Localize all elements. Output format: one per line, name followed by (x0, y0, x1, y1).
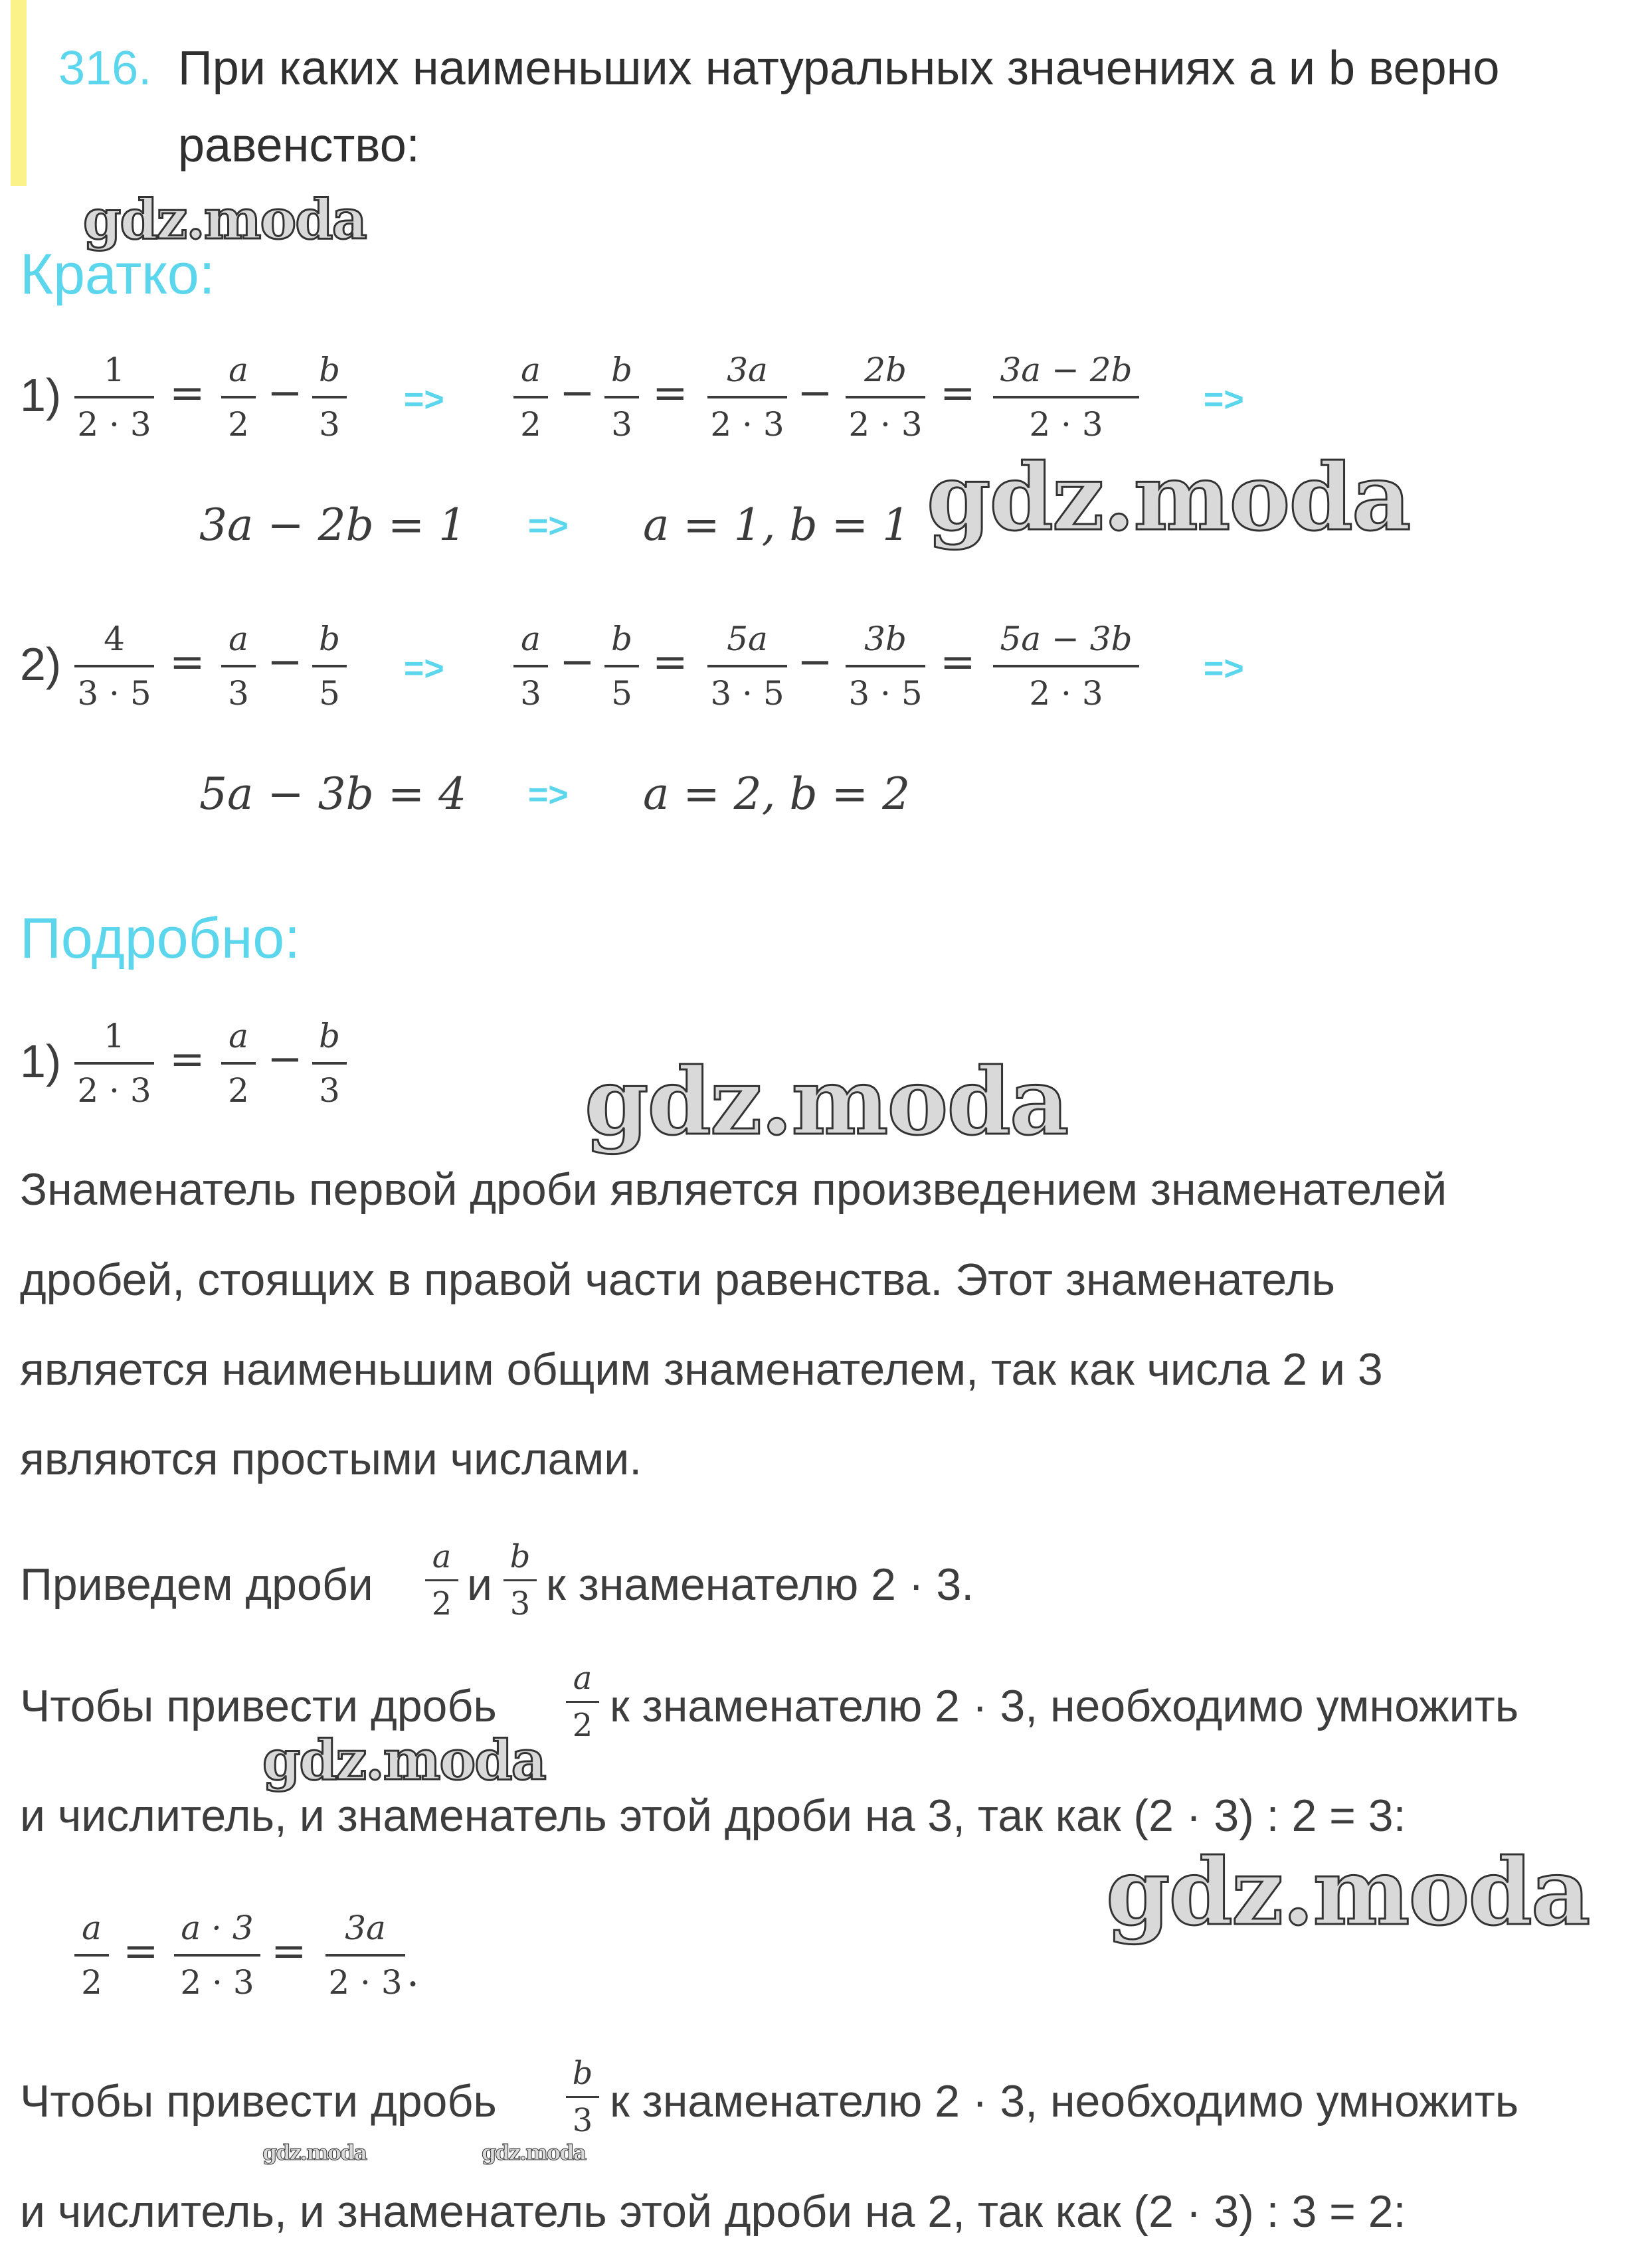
paragraph-line: являются простыми числами. (20, 1434, 642, 1484)
equals-sign: = (940, 369, 976, 418)
fraction: $\frac{b}{3}$ (566, 2057, 599, 2137)
implies-arrow: => (528, 507, 569, 545)
fraction: $\frac{a}{2}$ (74, 1911, 109, 1999)
equals-sign: = (652, 638, 688, 687)
paragraph-line: и числитель, и знаменатель этой дроби на 3, так как (2 · 3) : 2 = 3: (20, 1790, 1406, 1841)
watermark: gdz.moda (83, 188, 366, 252)
task-number: 316. (58, 42, 152, 95)
fraction: $\frac{a}{2}$ (221, 353, 256, 441)
equals-sign: = (271, 1927, 307, 1976)
task-text-line1: При каких наименьших натуральных значениях a и b верно (178, 42, 1500, 95)
item-label: 1) (20, 1035, 62, 1087)
fraction: $\frac{4}{3 \cdot 5}$ (74, 622, 154, 710)
fraction: $\frac{b}{5}$ (312, 622, 347, 710)
item-label: 2) (20, 638, 62, 690)
implies-arrow: => (1204, 381, 1244, 419)
fraction: $\frac{3a}{2 \cdot 3}$ (707, 353, 787, 441)
result: a = 2, b = 2 (643, 768, 911, 820)
paragraph-text: и (467, 1559, 492, 1610)
fraction: $\frac{1}{2 \cdot 3}$ (74, 1019, 154, 1107)
minus-sign: − (267, 369, 303, 418)
paragraph-text: Приведем дроби (20, 1559, 373, 1610)
equation: 5a − 3b = 4 (199, 768, 467, 820)
equals-sign: = (652, 369, 688, 418)
minus-sign: − (559, 369, 595, 418)
paragraph-text: Чтобы привести дробь (20, 1681, 497, 1731)
watermark: gdz.moda (927, 443, 1410, 551)
implies-arrow: => (404, 381, 444, 419)
equals-sign: = (169, 369, 205, 418)
equals-sign: = (169, 638, 205, 687)
fraction: $\frac{b}{3}$ (312, 353, 347, 441)
fraction: $\frac{a}{2}$ (425, 1541, 458, 1620)
paragraph-line: дробей, стоящих в правой части равенства. Этот знаменатель (20, 1255, 1335, 1305)
heading-short: Кратко: (20, 242, 215, 306)
fraction: $\frac{a}{3}$ (513, 622, 548, 710)
equals-sign: = (169, 1035, 205, 1084)
fraction: $\frac{a \cdot 3}{2 \cdot 3}$ (174, 1911, 260, 1999)
item-label: 1) (20, 369, 62, 421)
minus-sign: − (797, 638, 833, 687)
watermark: gdz.moda (1106, 1838, 1590, 1946)
minus-sign: − (797, 369, 833, 418)
implies-arrow: => (528, 776, 569, 814)
fraction: $\frac{a}{2}$ (221, 1019, 256, 1107)
watermark: gdz.moda (262, 2140, 367, 2165)
paragraph-text: к знаменателю 2 · 3. (546, 1559, 974, 1610)
implies-arrow: => (404, 650, 444, 688)
fraction: $\frac{5a}{3 \cdot 5}$ (707, 622, 787, 710)
minus-sign: − (559, 638, 595, 687)
implies-arrow: => (1204, 650, 1244, 688)
minus-sign: − (267, 638, 303, 687)
equals-sign: = (123, 1927, 159, 1976)
fraction: $\frac{a}{2}$ (513, 353, 548, 441)
paragraph-line: является наименьшим общим знаменателем, так как числа 2 и 3 (20, 1344, 1383, 1395)
paragraph-text: к знаменателю 2 · 3, необходимо умножить (610, 2076, 1519, 2127)
paragraph-line: и числитель, и знаменатель этой дроби на 2, так как (2 · 3) : 3 = 2: (20, 2186, 1406, 2237)
watermark: gdz.moda (585, 1047, 1068, 1156)
heading-detailed: Подробно: (20, 907, 301, 970)
paragraph-line: Знаменатель первой дроби является произведением знаменателей (20, 1164, 1447, 1215)
minus-sign: − (267, 1035, 303, 1084)
fraction: $\frac{a}{2}$ (566, 1662, 599, 1741)
fraction: $\frac{3b}{3 \cdot 5}$ (846, 622, 925, 710)
fraction: $\frac{1}{2 \cdot 3}$ (74, 353, 154, 441)
paragraph-text: к знаменателю 2 · 3, необходимо умножить (610, 1681, 1519, 1731)
fraction: $\frac{5a - 3b}{2 \cdot 3}$ (993, 622, 1139, 710)
fraction: $\frac{a}{3}$ (221, 622, 256, 710)
fraction: $\frac{3a - 2b}{2 \cdot 3}$ (993, 353, 1139, 441)
result: a = 1, b = 1 (643, 499, 911, 551)
fraction: $\frac{b}{3}$ (604, 353, 639, 441)
highlight-bar (11, 0, 27, 186)
task-text-line2: равенство: (178, 119, 420, 172)
watermark: gdz.moda (262, 1729, 545, 1792)
period: . (407, 1949, 420, 1996)
fraction: $\frac{b}{5}$ (604, 622, 639, 710)
fraction: $\frac{b}{3}$ (312, 1019, 347, 1107)
paragraph-text: Чтобы привести дробь (20, 2076, 497, 2127)
fraction: $\frac{3a}{2 \cdot 3}$ (325, 1911, 405, 1999)
equation: 3a − 2b = 1 (199, 499, 467, 551)
fraction: $\frac{2b}{2 \cdot 3}$ (846, 353, 925, 441)
equals-sign: = (940, 638, 976, 687)
watermark: gdz.moda (482, 2140, 586, 2165)
fraction: $\frac{b}{3}$ (504, 1541, 537, 1620)
